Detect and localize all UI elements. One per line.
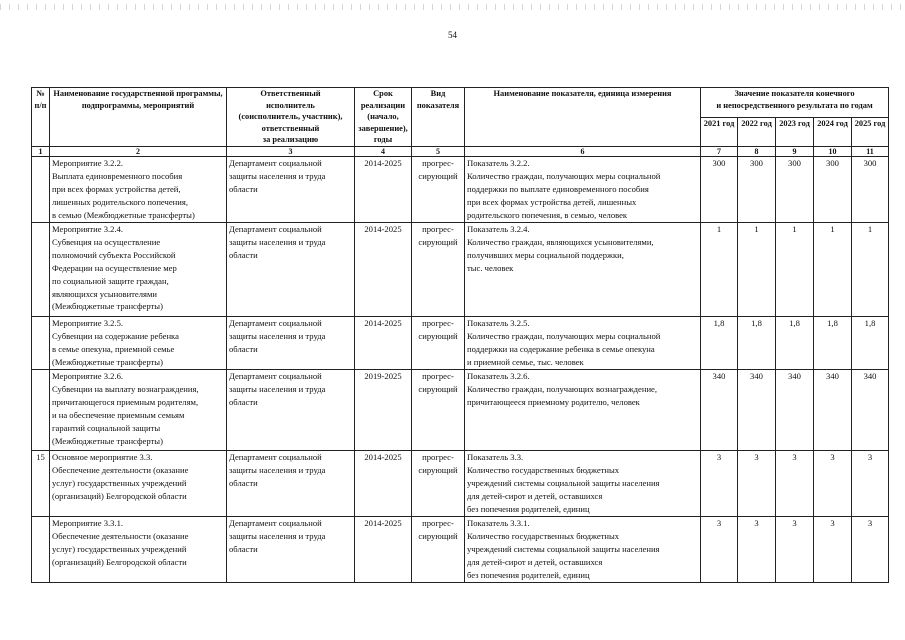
indicator-line: получивших меры социальной поддержки, <box>467 249 624 260</box>
indicator-line: без попечения родителей, единиц <box>467 569 590 580</box>
event-line: Мероприятие 3.2.4. <box>52 224 124 234</box>
table-row <box>32 317 889 370</box>
column-number: 9 <box>776 147 814 157</box>
term-cell: 2014-2025 <box>355 451 412 517</box>
event-line: (Межбюджетные трансферты) <box>52 356 163 367</box>
header-kind-line: показателя <box>416 100 460 110</box>
header-executor-line: (соисполнитель, участник), <box>238 112 343 122</box>
indicator-line: при всех формах устройства детей, лишенных <box>467 196 637 207</box>
header-term-line: завершение), <box>358 123 408 133</box>
event-cell <box>50 517 227 583</box>
event-line: (Межбюджетные трансферты) <box>52 301 163 312</box>
executor-line: Департамент социальной <box>229 371 322 381</box>
header-term <box>355 88 412 147</box>
year-value: 300 <box>776 157 814 223</box>
event-line: Обеспечение деятельности (оказание <box>52 464 189 475</box>
executor-line: защиты населения и труда <box>229 330 326 341</box>
term-cell: 2014-2025 <box>355 517 412 583</box>
year-value: 1 <box>776 223 814 317</box>
header-indicator: Наименование показателя, единица измерения <box>465 88 701 147</box>
term-cell: 2014-2025 <box>355 317 412 370</box>
indicator-line: Количество граждан, получающих меры социальной <box>467 330 661 341</box>
row-number: 15 <box>32 451 50 517</box>
executor-line: защиты населения и труда <box>229 236 326 247</box>
indicator-line: Количество государственных бюджетных <box>467 530 620 541</box>
header-executor-line: Ответственный <box>260 89 321 98</box>
indicator-line: Показатель 3.2.5. <box>467 318 530 328</box>
executor-cell <box>227 317 355 370</box>
executor-line: Департамент социальной <box>229 518 322 528</box>
executor-cell <box>227 517 355 583</box>
column-number: 3 <box>227 147 355 157</box>
indicator-line: Количество граждан, получающих меры социальной <box>467 170 661 181</box>
kind-line: сирующий <box>418 464 458 475</box>
table-row <box>32 157 889 223</box>
event-line: Выплата единовременного пособия <box>52 170 183 181</box>
kind-line: сирующий <box>418 170 458 181</box>
event-line: полномочий субъекта Российской <box>52 249 176 260</box>
kind-line: прогрес- <box>422 224 454 234</box>
executor-line: области <box>229 543 258 554</box>
column-number: 2 <box>50 147 227 157</box>
table-row <box>32 223 889 317</box>
header-executor-line: за реализацию <box>262 135 319 145</box>
executor-line: Департамент социальной <box>229 224 322 234</box>
event-line: услуг) государственных учреждений <box>52 477 187 488</box>
year-value: 3 <box>738 451 776 517</box>
executor-line: области <box>229 249 258 260</box>
header-program: Наименование государственной программы, подпрограммы, мероприятий <box>50 88 227 147</box>
kind-cell <box>412 157 465 223</box>
header-values-line: Значение показателя конечного <box>734 89 855 98</box>
event-cell <box>50 451 227 517</box>
event-line: в семье опекуна, приемной семье <box>52 343 175 354</box>
header-term-line: Срок <box>373 89 393 98</box>
row-number <box>32 157 50 223</box>
indicator-line: поддержки по выплате единовременного пособия <box>467 183 649 194</box>
header-term-line: годы <box>373 135 393 145</box>
kind-line: прогрес- <box>422 158 454 168</box>
term-cell: 2014-2025 <box>355 157 412 223</box>
kind-line: сирующий <box>418 236 458 247</box>
year-value: 1,8 <box>814 317 852 370</box>
indicator-line: Количество государственных бюджетных <box>467 464 620 475</box>
kind-cell <box>412 370 465 451</box>
term-cell: 2019-2025 <box>355 370 412 451</box>
page-number: 54 <box>448 30 457 40</box>
event-line: (организаций) Белгородской области <box>52 556 187 567</box>
year-value: 3 <box>852 451 889 517</box>
year-value: 300 <box>814 157 852 223</box>
event-cell <box>50 157 227 223</box>
executor-cell <box>227 451 355 517</box>
column-number: 8 <box>738 147 776 157</box>
event-line: услуг) государственных учреждений <box>52 543 187 554</box>
header-term-line: реализации <box>360 100 406 110</box>
kind-cell <box>412 451 465 517</box>
executor-line: Департамент социальной <box>229 158 322 168</box>
kind-line: прогрес- <box>422 371 454 381</box>
executor-line: области <box>229 477 258 488</box>
indicator-cell <box>465 317 701 370</box>
header-year: 2021 год <box>701 118 738 147</box>
event-line: являющихся усыновителями <box>52 288 158 299</box>
indicator-line: Показатель 3.3. <box>467 452 524 462</box>
header-values <box>701 88 889 118</box>
indicator-line: Показатель 3.3.1. <box>467 518 530 528</box>
indicator-cell <box>465 157 701 223</box>
scan-dots-artifact <box>0 4 905 10</box>
event-line: Мероприятие 3.2.2. <box>52 158 124 168</box>
executor-line: защиты населения и труда <box>229 530 326 541</box>
year-value: 1 <box>814 223 852 317</box>
table-row <box>32 451 889 517</box>
indicator-line: для детей-сирот и детей, оставшихся <box>467 490 603 501</box>
header-kind <box>412 88 465 147</box>
year-value: 340 <box>814 370 852 451</box>
header-term-line: (начало, <box>367 112 399 122</box>
event-line: Мероприятие 3.2.6. <box>52 371 124 381</box>
executor-cell <box>227 370 355 451</box>
column-number: 6 <box>465 147 701 157</box>
year-value: 1 <box>738 223 776 317</box>
indicator-line: Количество граждан, получающих вознаграждение, <box>467 383 658 394</box>
column-numbers-row <box>32 147 889 157</box>
kind-line: сирующий <box>418 383 458 394</box>
year-value: 3 <box>814 517 852 583</box>
event-line: гарантий социальной защиты <box>52 422 161 433</box>
header-executor-line: ответственный <box>261 123 320 133</box>
event-line: Субвенция на осуществление <box>52 236 161 247</box>
header-num: № п/п <box>32 88 50 147</box>
column-number: 10 <box>814 147 852 157</box>
column-number: 4 <box>355 147 412 157</box>
indicator-line: Показатель 3.2.6. <box>467 371 530 381</box>
year-value: 300 <box>852 157 889 223</box>
kind-line: сирующий <box>418 530 458 541</box>
indicator-line: Показатель 3.2.2. <box>467 158 530 168</box>
row-number <box>32 317 50 370</box>
year-value: 3 <box>701 517 738 583</box>
year-value: 3 <box>738 517 776 583</box>
indicators-table <box>31 87 889 583</box>
header-executor <box>227 88 355 147</box>
year-value: 300 <box>701 157 738 223</box>
indicator-cell <box>465 517 701 583</box>
row-number <box>32 517 50 583</box>
indicator-line: поддержки на содержание ребенка в семье опекуна <box>467 343 655 354</box>
year-value: 340 <box>776 370 814 451</box>
header-year: 2022 год <box>738 118 776 147</box>
event-line: причитающегося приемным родителям, <box>52 396 199 407</box>
event-line: (Межбюджетные трансферты) <box>52 435 163 446</box>
event-line: при всех формах устройства детей, <box>52 183 181 194</box>
indicator-cell <box>465 223 701 317</box>
executor-cell <box>227 223 355 317</box>
kind-cell <box>412 223 465 317</box>
year-value: 340 <box>852 370 889 451</box>
executor-line: области <box>229 396 258 407</box>
kind-cell <box>412 317 465 370</box>
year-value: 1,8 <box>701 317 738 370</box>
executor-line: области <box>229 343 258 354</box>
event-line: Субвенции на содержание ребенка <box>52 330 179 341</box>
column-number: 7 <box>701 147 738 157</box>
event-line: Мероприятие 3.3.1. <box>52 518 124 528</box>
table-row <box>32 370 889 451</box>
indicator-line: и приемной семье, тыс. человек <box>467 356 584 367</box>
executor-line: защиты населения и труда <box>229 170 326 181</box>
header-year: 2023 год <box>776 118 814 147</box>
event-cell <box>50 370 227 451</box>
event-line: в семью (Межбюджетные трансферты) <box>52 209 195 220</box>
row-number <box>32 370 50 451</box>
executor-line: защиты населения и труда <box>229 464 326 475</box>
table-body <box>32 157 889 583</box>
row-number <box>32 223 50 317</box>
indicator-line: Количество граждан, являющихся усыновителями, <box>467 236 654 247</box>
year-value: 3 <box>814 451 852 517</box>
header-year: 2025 год <box>852 118 889 147</box>
year-value: 1 <box>701 223 738 317</box>
event-line: Основное мероприятие 3.3. <box>52 452 153 462</box>
year-value: 1,8 <box>738 317 776 370</box>
kind-line: прогрес- <box>422 452 454 462</box>
executor-line: Департамент социальной <box>229 318 322 328</box>
year-value: 3 <box>852 517 889 583</box>
executor-line: Департамент социальной <box>229 452 322 462</box>
executor-line: защиты населения и труда <box>229 383 326 394</box>
executor-line: области <box>229 183 258 194</box>
year-value: 3 <box>776 451 814 517</box>
year-value: 300 <box>738 157 776 223</box>
event-line: и на обеспечение приемным семьям <box>52 409 185 420</box>
indicator-cell <box>465 370 701 451</box>
event-line: (организаций) Белгородской области <box>52 490 187 501</box>
indicator-line: тыс. человек <box>467 262 514 273</box>
year-value: 1,8 <box>776 317 814 370</box>
indicator-line: без попечения родителей, единиц <box>467 503 590 514</box>
year-value: 340 <box>701 370 738 451</box>
indicator-line: учреждений системы социальной защиты населения <box>467 543 660 554</box>
event-line: Обеспечение деятельности (оказание <box>52 530 189 541</box>
kind-cell <box>412 517 465 583</box>
event-line: Федерации на осуществление мер <box>52 262 177 273</box>
header-values-line: и непосредственного результата по годам <box>716 100 873 110</box>
event-cell <box>50 317 227 370</box>
event-line: Субвенции на выплату вознаграждения, <box>52 383 199 394</box>
event-line: Мероприятие 3.2.5. <box>52 318 124 328</box>
event-line: по социальной защите граждан, <box>52 275 169 286</box>
year-value: 1 <box>852 223 889 317</box>
year-value: 340 <box>738 370 776 451</box>
column-number: 5 <box>412 147 465 157</box>
header-executor-line: исполнитель <box>266 100 315 110</box>
indicator-line: родительского попечения, в семью, человек <box>467 209 628 220</box>
table-row <box>32 517 889 583</box>
kind-line: сирующий <box>418 330 458 341</box>
header-year: 2024 год <box>814 118 852 147</box>
indicator-line: для детей-сирот и детей, оставшихся <box>467 556 603 567</box>
year-value: 3 <box>776 517 814 583</box>
indicator-cell <box>465 451 701 517</box>
year-value: 1,8 <box>852 317 889 370</box>
indicator-line: учреждений системы социальной защиты населения <box>467 477 660 488</box>
column-number: 1 <box>32 147 50 157</box>
indicator-line: Показатель 3.2.4. <box>467 224 530 234</box>
column-number: 11 <box>852 147 889 157</box>
event-cell <box>50 223 227 317</box>
table-header <box>32 88 889 157</box>
event-line: лишенных родительского попечения, <box>52 196 188 207</box>
header-kind-line: Вид <box>430 89 446 98</box>
indicator-line: причитающееся приемному родителю, человек <box>467 396 640 407</box>
term-cell: 2014-2025 <box>355 223 412 317</box>
year-value: 3 <box>701 451 738 517</box>
executor-cell <box>227 157 355 223</box>
kind-line: прогрес- <box>422 518 454 528</box>
kind-line: прогрес- <box>422 318 454 328</box>
